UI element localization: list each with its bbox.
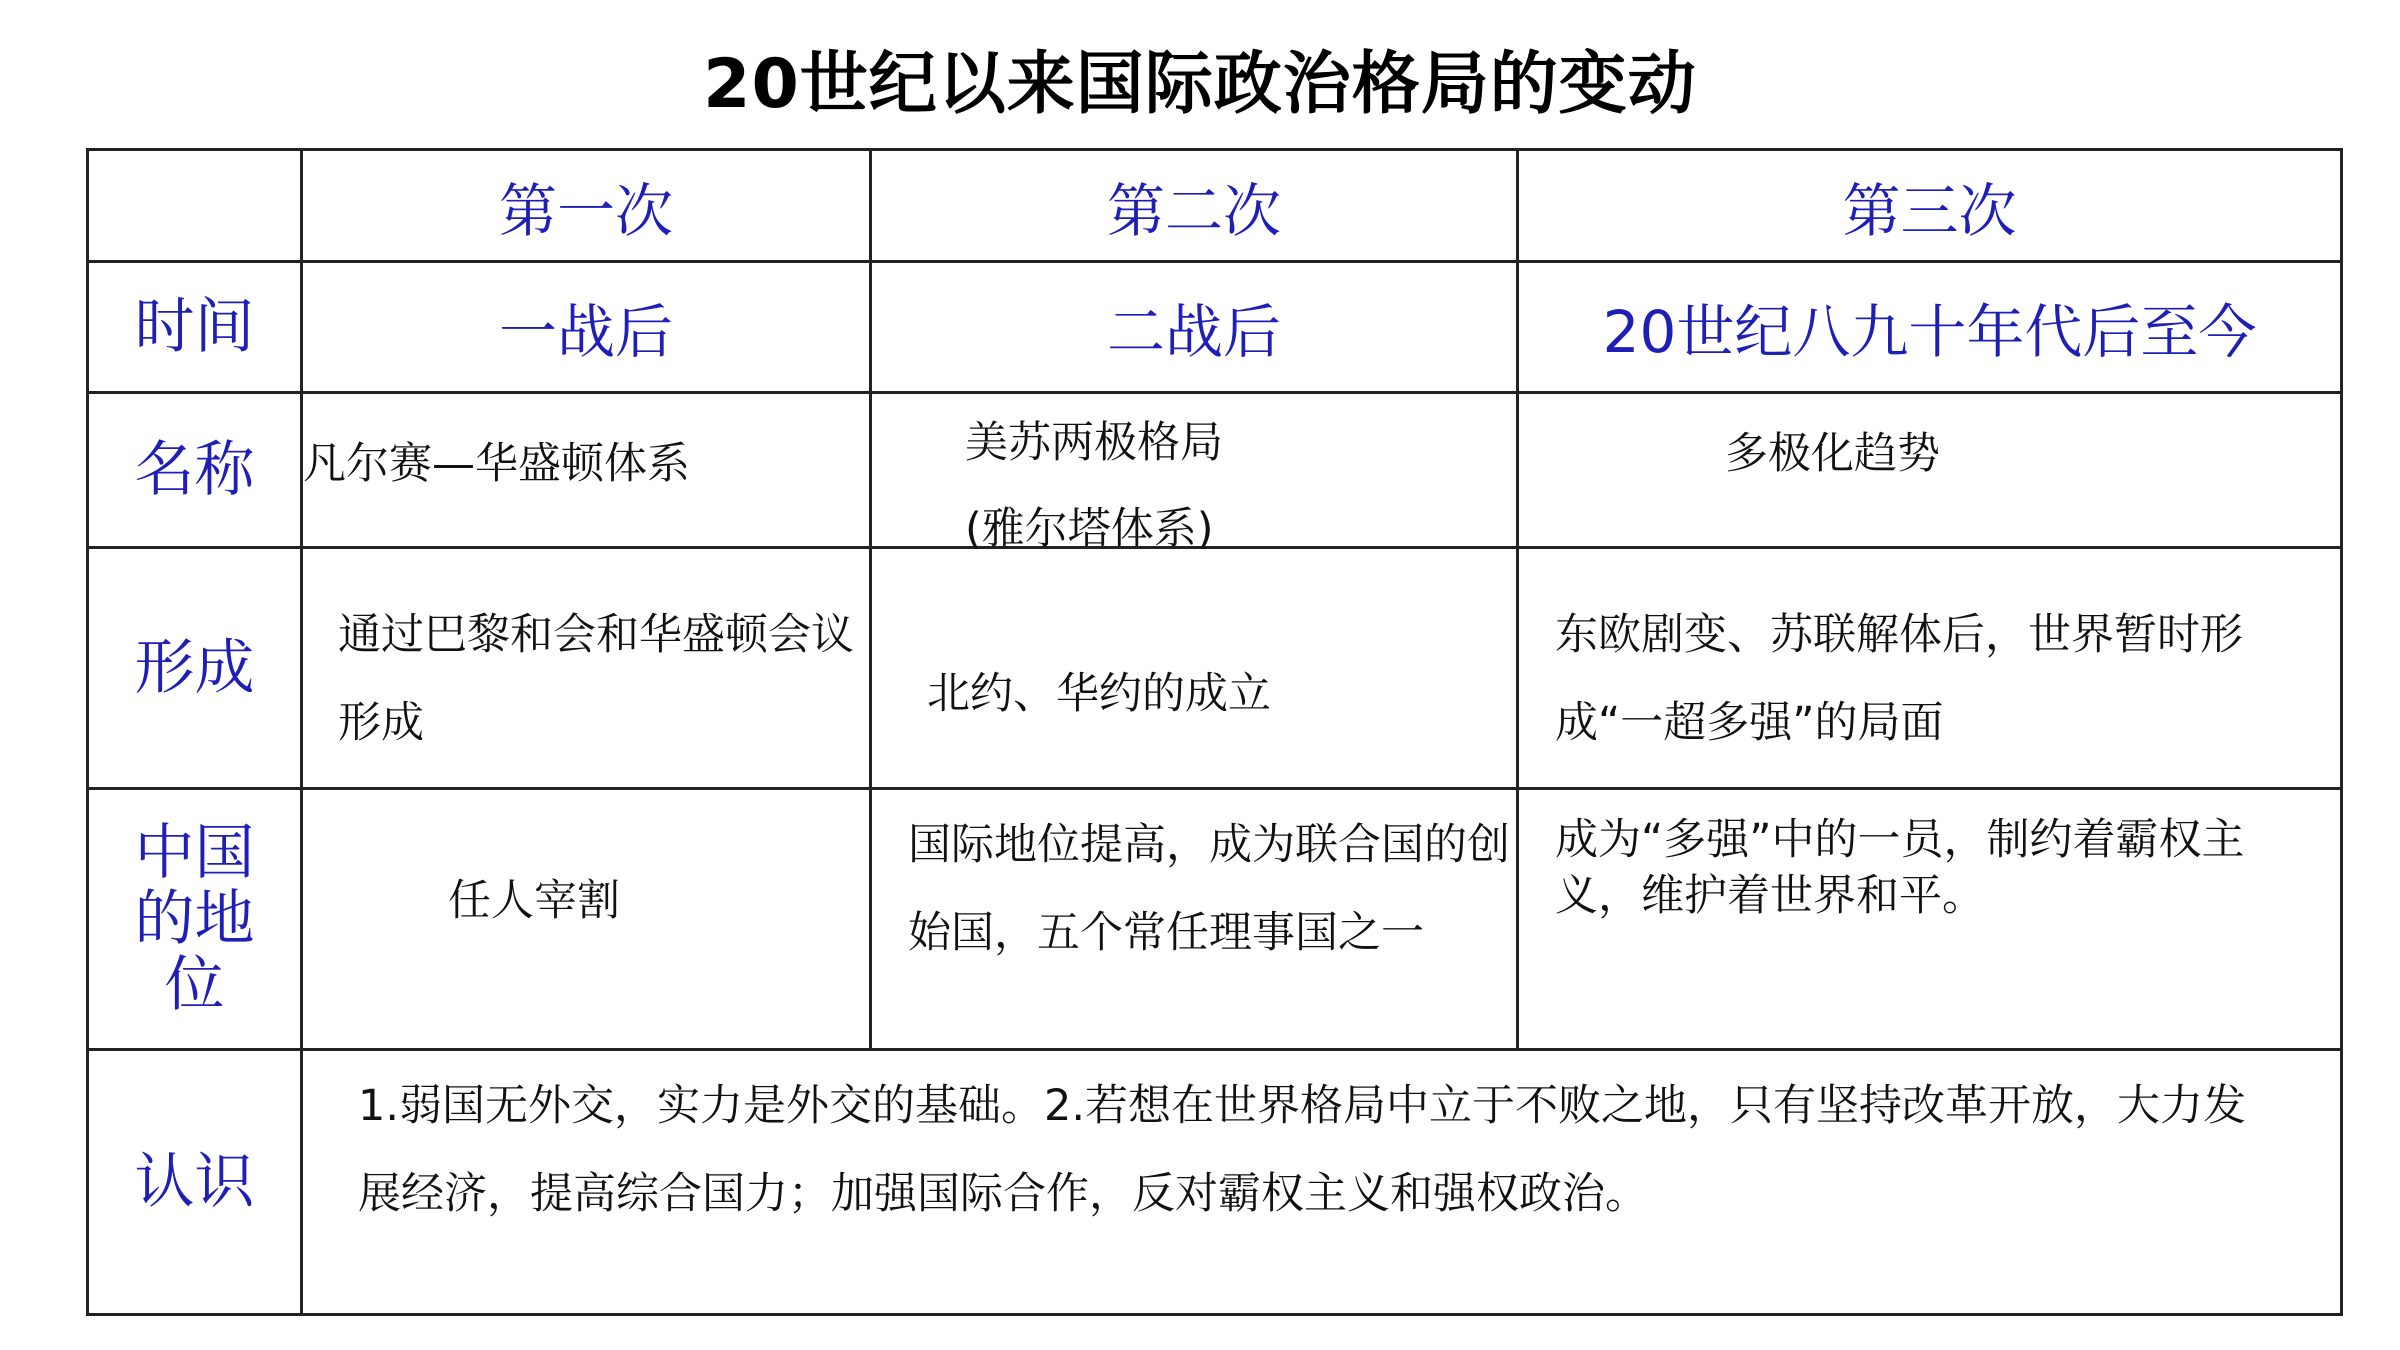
china-cell-first: 任人宰割 (448, 876, 620, 926)
name-cell-first: 凡尔赛—华盛顿体系 (303, 439, 690, 489)
table-border-right (2340, 148, 2343, 1316)
time-cell-third: 20世纪八九十年代后至今 (1602, 298, 2257, 366)
row-label-china-status (89, 790, 300, 1048)
row-label-china-status-text: 中国的地位 (134, 818, 255, 1020)
name-cell-third: 多极化趋势 (1725, 429, 1940, 479)
name-cell-second: 美苏两极格局 (雅尔塔体系) (965, 418, 1223, 554)
table-rule (86, 1048, 2343, 1051)
time-cell-second: 二战后 (1106, 298, 1281, 366)
table-border-bottom (86, 1313, 2343, 1316)
column-header-first: 第一次 (498, 176, 673, 245)
column-header-second: 第二次 (1106, 176, 1281, 245)
row-label-formation: 形成 (134, 633, 255, 703)
row-label-time: 时间 (134, 292, 255, 362)
china-cell-second: 国际地位提高，成为联合国的创始国，五个常任理事国之一 (908, 820, 1510, 958)
china-cell-third: 成为“多强”中的一员，制约着霸权主义，维护着世界和平。 (1555, 815, 2245, 921)
row-label-insight: 认识 (134, 1147, 255, 1217)
formation-cell-second: 北约、华约的成立 (927, 669, 1271, 719)
formation-cell-first: 通过巴黎和会和华盛顿会议形成 (338, 610, 854, 748)
row-label-name: 名称 (134, 435, 255, 505)
time-cell-first: 一战后 (498, 298, 673, 366)
table-rule (86, 787, 2343, 790)
formation-cell-third: 东欧剧变、苏联解体后，世界暂时形成“一超多强”的局面 (1555, 610, 2243, 748)
column-header-third: 第三次 (1842, 176, 2017, 245)
table-rule (86, 391, 2343, 394)
insight-text: 1.弱国无外交，实力是外交的基础。2.若想在世界格局中立于不败之地，只有坚持改革开放，大力发展经济，提高综合国力；加强国际合作，反对霸权主义和强权政治。 (358, 1081, 2247, 1219)
page-title: 20世纪以来国际政治格局的变动 (703, 45, 1697, 124)
